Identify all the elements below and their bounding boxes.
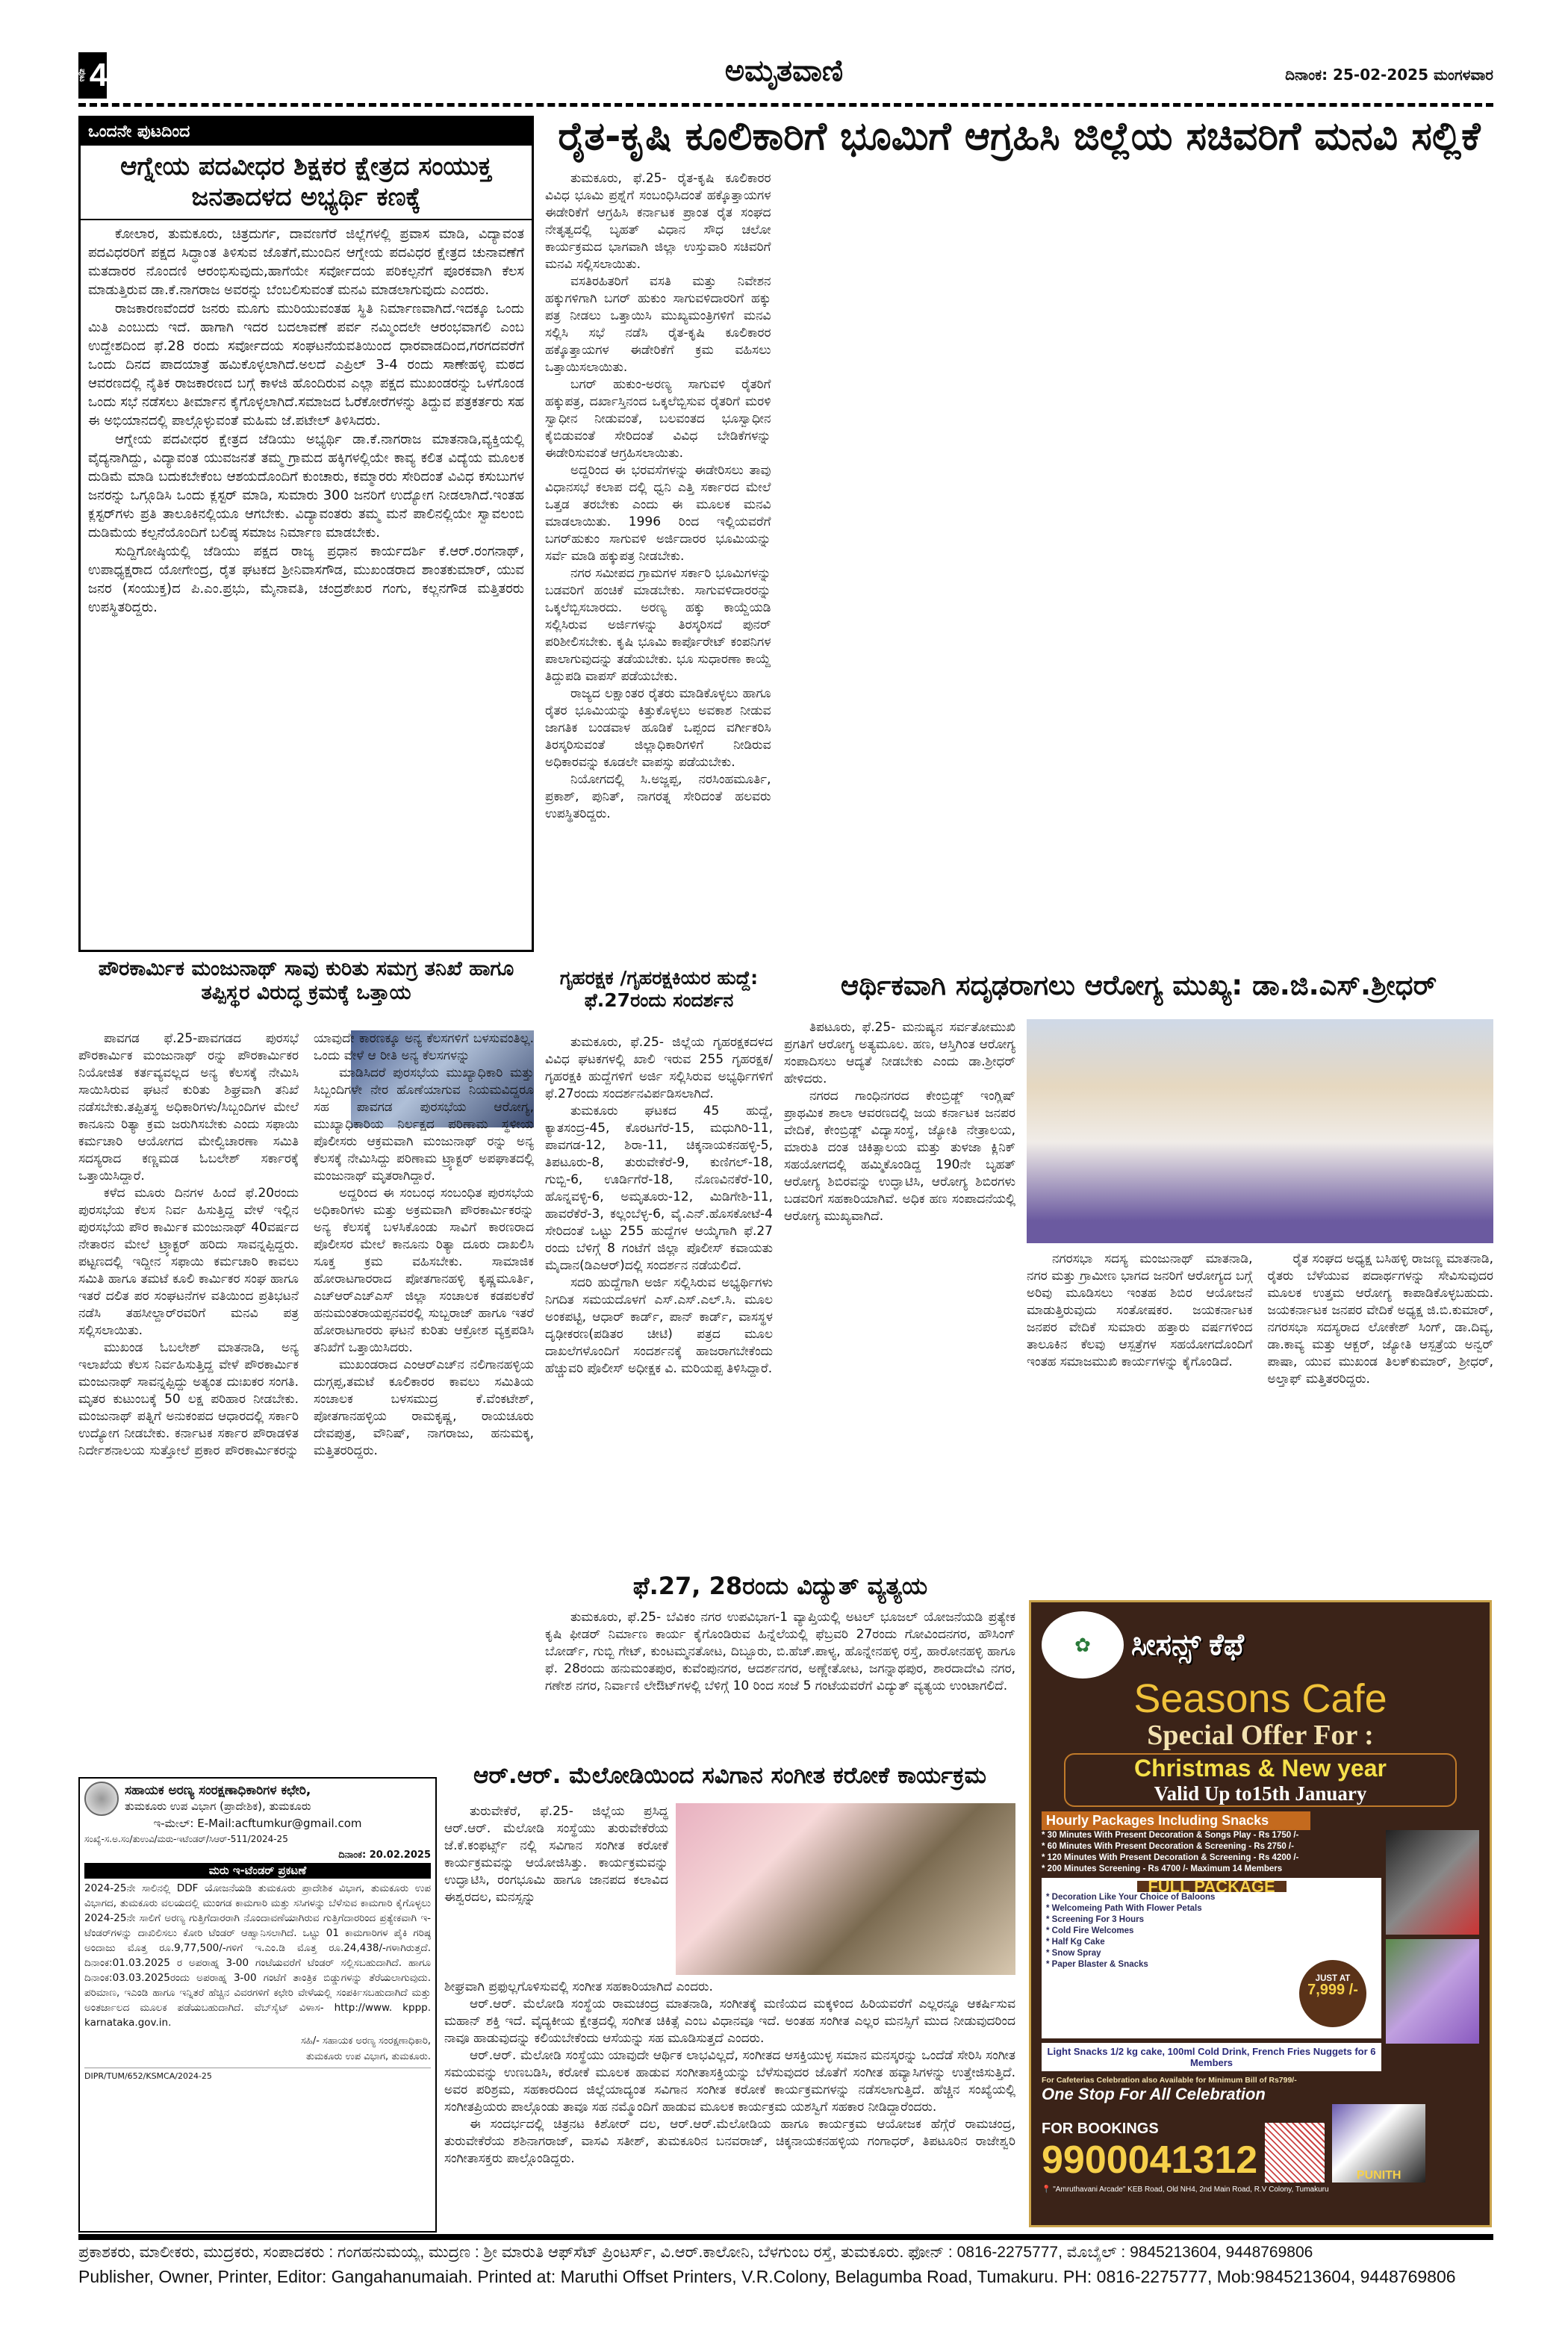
paragraph: ಆಗ್ನೇಯ ಪದವೀಧರ ಕ್ಷೇತ್ರದ ಜೆಡಿಯು ಅಭ್ಯರ್ಥಿ ಡಾ.ಕೆ.ನಾಗರಾಜ ಮಾತನಾಡಿ,ವ್ಯಕ್ತಿಯಲ್ಲಿ ವೈದ್ಯನಾಗಿದ್ದು, ವಿದ್ಯಾವಂತ ಯುವಜನತೆ ತಮ್ಮ ಗ್ರಾಮದ ಹಕ್ಕಿಗಳಲ್ಲಿಯೇ ಕಾವ್ಯ ಕಲಿತ ವಿದ್ಯೆಯ ಮೂಲಕ ದುಡಿಮೆ ಮಾಡಿ ಬದುಕಬೇಕೆಂಬ ಆಶಯದೊಂದಿಗೆ ಕುಂಚಾರು, ಕಮ್ಮಾರರು ಸೇರಿದಂತೆ ವಿವಿಧ ಕಸುಬುಗಳ ಜನರನ್ನು ಒಗ್ಗೂಡಿಸಿ ಒಂದು ಕ್ಲಸ್ಟರ್ ಮಾಡಿ, ಸುಮಾರು 300 ಜನರಿಗೆ ಉದ್ಯೋಗ ನೀಡಲಾಗಿದೆ.ಇಂತಹ ಕ್ಲಸ್ಟರ್‌ಗಳು ಪ್ರತಿ ತಾಲೂಕಿನಲ್ಲಿಯೂ ಆಗಬೇಕು. ವಿದ್ಯಾವಂತರು ತಮ್ಮ ಮನೆ ಪಾಲಿನಲ್ಲಿಯೇ ಸ್ವಾವಲಂಬಿ ದುಡಿಮೆಯ ಕಲ್ಪನೆಯೊಂದಿಗೆ ಬಲಿಷ್ಠ ಸಮಾಜ ನಿರ್ಮಾಣ ಮಾಡಬೇಕು. bbox=[88, 431, 524, 541]
ad-address: "Amruthavani Arcade" KEB Road, Old NH4, 2nd Main Road, R.V Colony, Tumakuru bbox=[1053, 2185, 1329, 2194]
notice-date: ದಿನಾಂಕ: 20.02.2025 bbox=[338, 1849, 431, 1861]
ad-packages-title: Hourly Packages Including Snacks bbox=[1042, 1811, 1310, 1830]
gruharakshaka-headline: ಗೃಹರಕ್ಷಕ /ಗೃಹರಕ್ಷಕಿಯರ ಹುದ್ದೆ: ಫೆ.27ರಂದು ಸಂದರ್ಶನ bbox=[559, 967, 759, 1011]
issue-date: ದಿನಾಂಕ: 25-02-2025 ಮಂಗಳವಾರ bbox=[1285, 66, 1493, 84]
location-pin-icon: 📍 bbox=[1042, 2185, 1051, 2194]
package-item: * 30 Minutes With Present Decoration & Songs Play - Rs 1750 /- bbox=[1042, 1831, 1299, 1840]
paragraph: ಈ ಸಂದರ್ಭದಲ್ಲಿ ಚಿತ್ರನಟ ಕಿಶೋರ್ ದಲ, ಆರ್.ಆರ್.ಮೆಲೋಡಿಯ ಹಾಗೂ ಕಾರ್ಯಕ್ರಮ ಆಯೋಜಕ ಹೆಗ್ಗೆರೆ ರಾಮಚಂದ್ರ, ತುರುವೇಕೆರೆಯ ಶಶಿನಾಗರಾಜ್, ವಾಸವಿ ಸತೀಶ್, ತುಮಕೂರಿನ ಬನವರಾಜ್, ಚಿಕ್ಕನಾಯಕನಹಳ್ಳಿಯ ಗಂಗಾಧರ್, ತಿಪಟೂರಿನ ರಾಜೇಶ್ವರಿ ಸಂಗೀತಾಸಕ್ತರು ಪಾಲ್ಗೊಂಡಿದ್ದರು. bbox=[444, 2117, 1015, 2166]
full-package-item: * Paper Blaster & Snacks bbox=[1046, 1960, 1148, 1969]
imprint-kannada: ಪ್ರಕಾಶಕರು, ಮಾಲೀಕರು, ಮುದ್ರಕರು, ಸಂಪಾದಕರು : ಗಂಗಹನುಮಯ್ಯ, ಮುದ್ರಣ : ಶ್ರೀ ಮಾರುತಿ ಆಫ್‌ಸೆಟ್ ಪ್ರಿಂಟರ್ಸ್, ವಿ.ಆರ್.ಕಾಲೋನಿ, ಬೆಳಗುಂಬ ರಸ್ತೆ, ತುಮಕೂರು. ಫೋನ್ : 0816-2275777, ಮೊಬೈಲ್ : 9845213604, 9448769806 bbox=[78, 2244, 1313, 2261]
power-cut-body bbox=[545, 1609, 1015, 1758]
notice-email: ಇ-ಮೇಲ್: E-Mail:acftumkur@gmail.com bbox=[153, 1817, 362, 1830]
gruharakshaka-body bbox=[545, 1034, 773, 1564]
header-divider bbox=[78, 103, 1493, 107]
price-badge bbox=[1299, 1960, 1366, 2027]
paragraph: ರಾಜ್ಯದ ಲಕ್ಷಾಂತರ ರೈತರು ಮಾಡಿಕೊಳ್ಳಲು ಹಾಗೂ ರೈತರ ಭೂಮಿಯನ್ನು ಕಿತ್ತುಕೊಳ್ಳಲು ಅವಕಾಶ ನೀಡುವ ಜಾಗತಿಕ ಬಂಡವಾಳ ಹೂಡಿಕೆ ಒಪ್ಪಂದ ವರ್ಗೀಕರಿಸಿ ತಿರಸ್ಕರಿಸುವಂತೆ ಜಿಲ್ಲಾಧಿಕಾರಿಗಳಿಗೆ ನೀಡಿರುವ ಅಧಿಕಾರವನ್ನು ಕೂಡಲೇ ವಾಪಸ್ಸು ಪಡೆಯಬೇಕು. bbox=[545, 686, 771, 770]
paragraph: ಬಗರ್ ಹುಕುಂ-ಅರಣ್ಯ ಸಾಗುವಳಿ ರೈತರಿಗೆ ಹಕ್ಕುಪತ್ರ, ದರ್ಖಾಸ್ತಿನಂದ ಒಕ್ಕಲೆಬ್ಬಿಸುವ ರೈತರಿಗೆ ಮರಳಿ ಸ್ವಾಧೀನ ನೀಡುವಂತೆ, ಬಲವಂತದ ಭೂಸ್ವಾಧೀನ ಕೈಬಿಡುವಂತೆ ಸೇರಿದಂತೆ ವಿವಿಧ ಬೇಡಿಕೆಗಳನ್ನು ಈಡೇರಿಸುವಂತೆ ಆಗ್ರಹಿಸಲಾಯಿತು. bbox=[545, 377, 771, 461]
qr-code-icon[interactable] bbox=[1265, 2123, 1325, 2183]
karaoke-lead bbox=[444, 1803, 668, 1976]
full-package-item: * Cold Fire Welcomes bbox=[1046, 1926, 1134, 1935]
balloon-decor-photo bbox=[1386, 1939, 1479, 2044]
paragraph: ಪಾವಗಡ ಫೆ.25-ಪಾವಗಡದ ಪುರಸಭೆ ಪೌರಕಾರ್ಮಿಕ ಮಂಜುನಾಥ್ ರನ್ನು ಪೌರಕಾರ್ಮಿಕರ ನಿಯೋಜಿತ ಕರ್ತವ್ಯವಲ್ಲದ ಅನ್ಯ ಕೆಲಸಕ್ಕೆ ನೇಮಿಸಿ ಸಾಯಿಸಿರುವ ಘಟನೆ ಕುರಿತು ಶಿಘ್ರವಾಗಿ ತನಿಖೆ ನಡೆಸಬೇಕು.ತಪ್ಪಿತಸ್ಥ ಅಧಿಕಾರಿಗಳು/ಸಿಬ್ಬಂದಿಗಳ ಮೇಲೆ ಕಾನೂನು ರಿತ್ಯಾ ಕ್ರಮ ಜರುಗಿಸಬೇಕು ಎಂದು ಸಫಾಯಿ ಕರ್ಮಚಾರಿ ಆಯೋಗದ ಮೇಲ್ವಿಚಾರಣಾ ಸಮಿತಿ ಸದಸ್ಯರಾದ ಕಣ್ಣಮಡ ಓಬಲೇಶ್ ಸರ್ಕಾರಕ್ಕೆ ಒತ್ತಾಯಿಸಿದ್ದಾರೆ. bbox=[78, 1031, 299, 1183]
continued-kicker: ಒಂದನೇ ಪುಟದಿಂದ bbox=[81, 118, 532, 146]
continued-headline: ಆಗ್ನೇಯ ಪದವೀಧರ ಶಿಕ್ಷಕರ ಕ್ಷೇತ್ರದ ಸಂಯುಕ್ತ ಜನತಾದಳದ ಅಭ್ಯರ್ಥಿ ಕಣಕ್ಕೆ bbox=[81, 146, 532, 220]
arch-decor-photo bbox=[1332, 2104, 1425, 2183]
continued-story bbox=[78, 116, 534, 952]
full-package-item: * Half Kg Cake bbox=[1046, 1938, 1105, 1947]
pourakarmika-body bbox=[78, 1030, 534, 1762]
ad-offer: Special Offer For : bbox=[1147, 1720, 1374, 1751]
paragraph: ಕೋಲಾರ, ತುಮಕೂರು, ಚಿತ್ರದುರ್ಗ, ದಾವಣಗೆರೆ ಜಿಲ್ಲೆಗಳಲ್ಲಿ ಪ್ರವಾಸ ಮಾಡಿ, ವಿದ್ಯಾವಂತ ಪದವಿಧರರಿಗೆ ಪಕ್ಷದ ಸಿದ್ಧಾಂತ ತಿಳಿಸುವ ಜೊತೆಗೆ,ಮುಂದಿನ ಆಗ್ನೇಯ ಪದವಿಧರ ಕ್ಷೇತ್ರದ ಚುನಾವಣೆಗೆ ಮತದಾರರ ನೊಂದಣಿ ಆರಂಭಿಸುವುದು,ಹಾಗೆಯೇ ಸರ್ವೋದಯ ಪರಿಕಲ್ಪನೆಗೆ ಪೂರಕವಾಗಿ ಕೆಲಸ ಮಾಡುತ್ತಿರುವ ಡಾ.ಕೆ.ನಾಗರಾಜ ಅವರನ್ನು ಬೆಂಬಲಿಸುವಂತೆ ಮನವಿ ಮಾಡಲಾಗುವುದು ಎಂದರು. bbox=[88, 225, 524, 298]
paragraph: ತಿಪಟೂರು, ಫೆ.25- ಮನುಷ್ಯನ ಸರ್ವತೋಮುಖಿ ಪ್ರಗತಿಗೆ ಆರೋಗ್ಯ ಅತ್ಯಮೂಲ. ಹಣ, ಆಸ್ತಿಗಿಂತ ಆರೋಗ್ಯ ಸಂಪಾದಿಸಲು ಆದ್ಯತೆ ನೀಡಬೇಕು ಎಂದು ಡಾ.ಶ್ರೀಧರ್ ಹೇಳಿದರು. bbox=[784, 1020, 1015, 1086]
paragraph: ಕಳೆದ ಮೂರು ದಿನಗಳ ಹಿಂದೆ ಫೆ.20ರಂದು ಪುರಸಭೆಯ ಕೆಲಸ ನಿರ್ವ ಹಿಸುತ್ತಿದ್ದ ವೇಳೆ ಇಲ್ಲಿನ ಪುರಸಭೆಯ ಪೌರ ಕಾರ್ಮಿಕ ಮಂಜುನಾಥ್ 40ವರ್ಷದ ನೇತಾರನ ಮೇಲೆ ಟ್ರ್ಯಾಕ್ಟರ್ ಹರಿದು ಸಾವನ್ನಪ್ಪಿದ್ದರು. ಪಟ್ಟಣದಲ್ಲಿ ಇದ್ದೀನ ಸಫಾಯಿ ಕರ್ಮಚಾರಿ ಕಾವಲು ಸಮಿತಿ ಹಾಗೂ ತಮಟೆ ಕೂಲಿ ಕಾರ್ಮಿಕರ ಸಂಘ ಹಾಗೂ ಇತರೆ ದಲಿತ ಪರ ಸಂಘಟನೆಗಳ ವತಿಯಿಂದ ಪ್ರತಿಭಟನೆ ನಡೆಸಿ ತಹಸೀಲ್ದಾರ್‌ರವರಿಗೆ ಮನವಿ ಪತ್ರ ಸಲ್ಲಿಸಲಾಯಿತು. bbox=[78, 1186, 299, 1338]
page-number: 4 bbox=[89, 57, 108, 93]
paragraph: ಮುಖಂಡ ಓಬಲೇಶ್ ಮಾತನಾಡಿ, ಅನ್ಯ ಇಲಾಖೆಯ ಕೆಲಸ ನಿರ್ವಹಿಸುತ್ತಿದ್ದ ವೇಳೆ ಪೌರಕಾರ್ಮಿಕ ಮಂಜುನಾಥ್ ಸಾವನ್ನಪ್ಪಿದ್ದು ಅತ್ಯಂತ ದುಃಖಕರ ಸಂಗತಿ. ಮೃತರ ಕುಟುಂಬಕ್ಕೆ 50 ಲಕ್ಷ ಪರಿಹಾರ ನೀಡಬೇಕು. ಮಂಜುನಾಥ್ ಪತ್ನಿಗೆ ಅನುಕಂಪದ ಆಧಾರದಲ್ಲಿ ಸರ್ಕಾರಿ ಉದ್ಯೋಗ ನೀಡಬೇಕು. ಕರ್ನಾಟಕ ಸರ್ಕಾರ ಪೌರಾಡಳಿತ ನಿರ್ದೇಶನಾಲಯ ಸುತ್ತೋಲೆ ಪ್ರಕಾರ ಪೌರಕಾರ್ಮಿಕರನ್ನು ಯಾವುದೇ ಕಾರಣಕ್ಕೂ ಅನ್ಯ ಕೆಲಸಗಳಿಗೆ ಬಳಸುವಂತಿಲ್ಲ. ಒಂದು ವೇಳೆ ಆ ರೀತಿ ಅನ್ಯ ಕೆಲಸಗಳನ್ನು bbox=[78, 1031, 534, 1458]
main-headline: ರೈತ-ಕೃಷಿ ಕೂಲಿಕಾರಿಗೆ ಭೂಮಿಗೆ ಆಗ್ರಹಿಸಿ ಜಿಲ್ಲೆಯ ಸಚಿವರಿಗೆ ಮನವಿ ಸಲ್ಲಿಕೆ bbox=[558, 114, 1481, 159]
government-seal-icon bbox=[84, 1782, 119, 1816]
price-value: 7,999 /- bbox=[1307, 1982, 1358, 1998]
main-story-body bbox=[545, 170, 1493, 962]
health-camp-photo bbox=[1027, 1019, 1493, 1243]
notice-office: ಸಹಾಯಕ ಅರಣ್ಯ ಸಂರಕ್ಷಣಾಧಿಕಾರಿಗಳ ಕಛೇರಿ, bbox=[125, 1783, 311, 1798]
ad-snacks: Light Snacks 1/2 kg cake, 100ml Cold Drink, French Fries Nuggets for 6 Members bbox=[1042, 2043, 1381, 2071]
footer-rule bbox=[78, 2234, 1493, 2240]
karaoke-event-photo bbox=[676, 1803, 1015, 1975]
ad-name-kannada: ಸೀಸನ್ಸ್ ಕೆಫೆ bbox=[1131, 1628, 1244, 1661]
paragraph: ಆರ್.ಆರ್. ಮೆಲೋಡಿ ಸಂಸ್ಥೆಯು ಯಾವುದೇ ಆರ್ಥಿಕ ಲಾಭವಿಲ್ಲದೆ, ಸಂಗೀತದ ಆಸಕ್ತಿಯುಳ್ಳ ಸಮಾನ ಮನಸ್ಕರನ್ನು ಒಂದೆಡೆ ಸೇರಿಸಿ ಸಂಗೀತ ಸಮಯವನ್ನು ಉಣಬಡಿಸಿ, ಕರೋಕೆ ಮೂಲಕ ಹಾಡುವ ಸಂಗೀತಾಸಕ್ತಿಯನ್ನು ಬೆಳೆಸುವುದರ ಜೊತೆಗೆ ಸಂಗೀತ ಹವ್ಯಾಸಿಗಳನ್ನು ಉತ್ತೇಜಿಸುತ್ತಿದೆ. ಅವರ ಪರಿಶ್ರಮ, ಸಹಕಾರದಿಂದ ಜಿಲ್ಲೆಯಾದ್ಯಂತ ಸವಿಗಾನ ಸಂಗೀತ ಕರೋಕೆ ಕಾರ್ಯಕ್ರಮಗಳನ್ನು ನಡೆಸಲಾಗುತ್ತಿದೆ. ಹೆಚ್ಚಿನ ಸಂಖ್ಯೆಯಲ್ಲಿ ಸಂಗೀತಪ್ರಿಯರು ಪಾಲ್ಗೊಂಡು ತಾವೂ ಸಹ ನಮ್ಮೊಂದಿಗೆ ಹಾಡುವ ಮೂಲಕ ಕಾರ್ಯಕ್ರಮ ಯಶಸ್ವಿಗೆ ಸಹಕಾರ ನೀಡಿದ್ದಾರೆಂದರು. bbox=[444, 2048, 1015, 2115]
paragraph: ನಿಯೋಗದಲ್ಲಿ ಸಿ.ಅಜ್ಜಪ್ಪ, ನರಸಿಂಹಮೂರ್ತಿ, ಪ್ರಕಾಶ್, ಪುನಿತ್, ನಾಗರತ್ನ ಸೇರಿದಂತೆ ಹಲವರು ಉಪಸ್ಥಿತರಿದ್ದರು. bbox=[545, 772, 771, 821]
seasons-cafe-ad[interactable] bbox=[1029, 1600, 1492, 2227]
paragraph: ನಗರಸಭಾ ಸದಸ್ಯ ಮಂಜುನಾಥ್ ಮಾತನಾಡಿ, ನಗರ ಮತ್ತು ಗ್ರಾಮೀಣ ಭಾಗದ ಜನರಿಗೆ ಆರೋಗ್ಯದ ಬಗ್ಗೆ ಅರಿವು ಮೂಡಿಸಲು ಇಂತಹ ಶಿಬಿರ ಆಯೋಜನೆ ಮಾಡುತ್ತಿರುವುದು ಸಂತೋಷಕರ. ಜಯಕರ್ನಾಟಕ ಜನಪರ ವೇದಿಕೆ ಸುಮಾರು ಹತ್ತಾರು ವರ್ಷಗಳಿಂದ ತಾಲೂಕಿನ ಕೆಲವು ಆಸ್ಪತ್ರೆಗಳ ಸಹಯೋಗದೊಂದಿಗೆ ಇಂತಹ ಸಮಾಜಮುಖಿ ಕಾರ್ಯಗಳನ್ನು ಕೈಗೊಂಡಿದೆ. bbox=[1027, 1251, 1253, 1369]
health-body-col1 bbox=[784, 1019, 1015, 1564]
photo-label: PUNITH bbox=[1356, 2169, 1401, 2182]
paragraph: ನಗರ ಸಮೀಪದ ಗ್ರಾಮಗಳ ಸರ್ಕಾರಿ ಭೂಮಿಗಳನ್ನು ಬಡವರಿಗೆ ಹಂಚಿಕೆ ಮಾಡಬೇಕು. ಸಾಗುವಳಿದಾರರನ್ನು ಒಕ್ಕಲೆಬ್ಬಿಸಬಾರದು. ಅರಣ್ಯ ಹಕ್ಕು ಕಾಯ್ದೆಯಡಿ ಸಲ್ಲಿಸಿರುವ ಅರ್ಜಿಗಳನ್ನು ತಿರಸ್ಕರಿಸದೆ ಪುನರ್ ಪರಿಶೀಲಿಸಬೇಕು. ಕೃಷಿ ಭೂಮಿ ಕಾರ್ಪೊರೇಟ್ ಕಂಪನಿಗಳ ಪಾಲಾಗುವುದನ್ನು ತಡೆಯಬೇಕು. ಭೂ ಸುಧಾರಣಾ ಕಾಯ್ದೆ ತಿದ್ದುಪಡಿ ವಾಪಸ್ ಪಡೆಯಬೇಕು. bbox=[545, 566, 771, 684]
paragraph: ಸದರಿ ಹುದ್ದೆಗಾಗಿ ಅರ್ಜಿ ಸಲ್ಲಿಸಿರುವ ಅಭ್ಯರ್ಥಿಗಳು ನಿಗದಿತ ಸಮಯದೊಳಗೆ ಎಸ್.ಎಸ್.ಎಲ್.ಸಿ. ಮೂಲ ಅಂಕಪಟ್ಟಿ, ಆಧಾರ್ ಕಾರ್ಡ್, ಪಾನ್ ಕಾರ್ಡ್, ವಾಸಸ್ಥಳ ದೃಢೀಕರಣ(ಪಡಿತರ ಚೀಟಿ) ಪತ್ರದ ಮೂಲ ದಾಖಲೆಗಳೊಂದಿಗೆ ಸಂದರ್ಶನಕ್ಕೆ ಹಾಜರಾಗಬೇಕೆಂದು ಹೆಚ್ಚುವರಿ ಪೊಲೀಸ್ ಅಧೀಕ್ಷಕ ವಿ. ಮರಿಯಪ್ಪ ತಿಳಿಸಿದ್ದಾರೆ. bbox=[545, 1275, 773, 1376]
imprint-english: Publisher, Owner, Printer, Editor: Gangahanumaiah. Printed at: Maruthi Offset Printers, V.R.Colony, Belagumba Road, Tumakuru. PH: 0816-2275777, Mob:9845213604, 9448769806 bbox=[78, 2267, 1456, 2286]
health-headline: ಆರ್ಥಿಕವಾಗಿ ಸದೃಢರಾಗಲು ಆರೋಗ್ಯ ಮುಖ್ಯ: ಡಾ.ಜಿ.ಎಸ್.ಶ್ರೀಧರ್ bbox=[840, 969, 1437, 1001]
page-number-badge bbox=[78, 52, 107, 99]
ad-validity: Valid Up to15th January bbox=[1154, 1782, 1367, 1805]
page-label: ಪುಟ bbox=[77, 69, 88, 82]
pourakarmika-headline: ಪೌರಕಾರ್ಮಿಕ ಮಂಜುನಾಥ್ ಸಾವು ಕುರಿತು ಸಮಗ್ರ ತನಿಖೆ ಹಾಗೂ ತಪ್ಪಿಸ್ಥರ ವಿರುದ್ಧ ಕ್ರಮಕ್ಕೆ ಒತ್ತಾಯ bbox=[98, 957, 514, 1005]
notice-dipr-code: DIPR/TUM/652/KSMCA/2024-25 bbox=[84, 2068, 431, 2084]
cafe-logo-tree-icon: ✿ bbox=[1042, 1611, 1124, 1679]
paragraph: ಸುದ್ದಿಗೋಷ್ಠಿಯಲ್ಲಿ ಜೆಡಿಯು ಪಕ್ಷದ ರಾಜ್ಯ ಪ್ರಧಾನ ಕಾರ್ಯದರ್ಶಿ ಕೆ.ಆರ್.ರಂಗನಾಥ್, ಉಪಾಧ್ಯಕ್ಷರಾದ ಯೋಗೇಂದ್ರ, ರೈತ ಘಟಕದ ಶ್ರೀನಿವಾಸಗೌಡ, ಮುಖಂಡರಾದ ಶಾಂತಕುಮಾರ್, ಯುವ ಜನರ (ಸಂಯುಕ್ತ)ದ ಪಿ.ಎಂ.ಪ್ರಭು, ಮೈನಾವತಿ, ಚಂದ್ರಶೇಖರ ಗಂಗು, ಕಲ್ಲನಗೌಡ ಮತ್ತಿತರರು ಉಪಸ್ಥಿತರಿದ್ದರು. bbox=[88, 543, 524, 615]
package-item: * 200 Minutes Screening - Rs 4700 /- Maximum 14 Members bbox=[1042, 1864, 1283, 1873]
paragraph: ತುಮಕೂರು, ಫೆ.25- ರೈತ-ಕೃಷಿ ಕೂಲಿಕಾರರ ವಿವಿಧ ಭೂಮಿ ಪ್ರಶ್ನೆಗೆ ಸಂಬಂಧಿಸಿದಂತೆ ಹಕ್ಕೊತ್ತಾಯಗಳ ಈಡೇರಿಕೆಗೆ ಆಗ್ರಹಿಸಿ ಕರ್ನಾಟಕ ಪ್ರಾಂತ ರೈತ ಸಂಘದ ನೇತೃತ್ವದಲ್ಲಿ ಬೃಹತ್ ವಿಧಾನ ಸೌಧ ಚಲೋ ಕಾರ್ಯಕ್ರಮದ ಭಾಗವಾಗಿ ಜಿಲ್ಲಾ ಉಸ್ತುವಾರಿ ಸಚಿವರಿಗೆ ಮನವಿ ಸಲ್ಲಿಸಲಾಯಿತು. bbox=[545, 171, 771, 272]
paragraph: ನಗರದ ಗಾಂಧಿನಗರದ ಕೇಂಬ್ರಿಡ್ಜ್ ಇಂಗ್ಲಿಷ್ ಪ್ರಾಥಮಿಕ ಶಾಲಾ ಆವರಣದಲ್ಲಿ ಜಯ ಕರ್ನಾಟಕ ಜನಪರ ವೇದಿಕೆ, ಕೇಂಬ್ರಿಡ್ಜ್ ವಿದ್ಯಾಸಂಸ್ಥೆ, ಜ್ಯೋತಿ ನೇತ್ರಾಲಯ, ಮಾರುತಿ ದಂತ ಚಿಕಿತ್ಸಾಲಯ ಮತ್ತು ತುಳಜಾ ಕ್ಲಿನಿಕ್ ಸಹಯೋಗದಲ್ಲಿ ಹಮ್ಮಿಕೊಂಡಿದ್ದ 190ನೇ ಬೃಹತ್ ಆರೋಗ್ಯ ಶಿಬಿರವನ್ನು ಉದ್ಘಾಟಿಸಿ, ಆರೋಗ್ಯ ಶಿಬಿರಗಳು ಬಡವರಿಗೆ ಸಹಕಾರಿಯಾಗಿವೆ. ಅಧಿಕ ಹಣ ಸಂಪಾದನೆಯಲ್ಲಿ ಆರೋಗ್ಯ ಮುಖ್ಯವಾಗಿದೆ. bbox=[784, 1089, 1015, 1224]
full-package-item: * Snow Spray bbox=[1046, 1949, 1101, 1958]
paragraph: ಅದ್ದರಿಂದ ಈ ಸಂಬಂಧ ಸಂಬಂಧಿತ ಪುರಸಭೆಯ ಅಧಿಕಾರಿಗಳು ಮತ್ತು ಅಕ್ರಮವಾಗಿ ಪೌರಕಾರ್ಮಿಕರನ್ನು ಅನ್ಯ ಕೆಲಸಕ್ಕೆ ಬಳಸಿಕೊಂಡು ಸಾವಿಗೆ ಕಾರಣರಾದ ಪೊಲೀಸರ ಮೇಲೆ ಕಾನೂನು ರಿತ್ಯಾ ದೂರು ದಾಖಲಿಸಿ ಸೂಕ್ತ ಕ್ರಮ ವಹಿಸಬೇಕು. ಸಾಮಾಜಿಕ ಹೋರಾಟಗಾರರಾದ ಪೋತಗಾನಹಳ್ಳಿ ಕೃಷ್ಣಮೂರ್ತಿ, ಎಚ್‌ಆರ್‌ಎಚ್‌ಎಸ್ ಜಿಲ್ಲಾ ಸಂಚಾಲಕ ಕಡಪಲಕೆರೆ ಹನುಮಂತರಾಯಪ್ಪನವರಲ್ಲಿ ಸುಬ್ಬರಾಜ್ ಹಾಗೂ ಇತರೆ ಹೋರಾಟಗಾರರು ಘಟನೆ ಕುರಿತು ಆಕ್ರೋಶ ವ್ಯಕ್ತಪಡಿಸಿ ತನಿಖೆಗೆ ಒತ್ತಾಯಿಸಿದರು. bbox=[314, 1186, 534, 1355]
price-label: JUST AT bbox=[1315, 1974, 1351, 1983]
paragraph: ಅದ್ದರಿಂದ ಈ ಭರವಸೆಗಳನ್ನು ಈಡೇರಿಸಲು ತಾವು ವಿಧಾನಸಭೆ ಕಲಾಪ ದಲ್ಲಿ ಧ್ವನಿ ಎತ್ತಿ ಸರ್ಕಾರದ ಮೇಲೆ ಒತ್ತಡ ತರಬೇಕು ಎಂದು ಈ ಮೂಲಕ ಮನವಿ ಮಾಡಲಾಯಿತು. 1996 ರಿಂದ ಇಲ್ಲಿಯವರೆಗೆ ಬಗರ್‌ಹುಕುಂ ಸಾಗುವಳಿ ಅರ್ಜಿದಾರರ ಭೂಮಿಯನ್ನು ಸರ್ವೆ ಮಾಡಿ ಹಕ್ಕುಪತ್ರ ನೀಡಬೇಕು. bbox=[545, 463, 771, 564]
tender-notice bbox=[78, 1777, 437, 2233]
karaoke-body bbox=[444, 1979, 1015, 2231]
paragraph: ಶೀಘ್ರವಾಗಿ ಪ್ರಫುಲ್ಲಗೊಳಿಸುವಲ್ಲಿ ಸಂಗೀತ ಸಹಕಾರಿಯಾಗಿದೆ ಎಂದರು. bbox=[444, 1979, 713, 1994]
notice-signature-place: ತುಮಕೂರು ಉಪ ವಿಭಾಗ, ತುಮಕೂರು. bbox=[305, 2051, 431, 2062]
ad-occasion: Christmas & New year bbox=[1134, 1755, 1387, 1782]
masthead: ಅಮೃತವಾಣಿ bbox=[724, 54, 844, 88]
notice-signature: ಸಹಿ/- ಸಹಾಯಕ ಅರಣ್ಯ ಸಂರಕ್ಷಣಾಧಿಕಾರಿ, bbox=[301, 2035, 431, 2047]
karaoke-headline: ಆರ್.ಆರ್. ಮೆಲೋಡಿಯಿಂದ ಸವಿಗಾನ ಸಂಗೀತ ಕರೋಕೆ ಕಾರ್ಯಕ್ರಮ bbox=[473, 1762, 986, 1789]
paragraph: ಮಾಡಿಸಿದರೆ ಪುರಸಭೆಯ ಮುಖ್ಯಾಧಿಕಾರಿ ಮತ್ತು ಸಿಬ್ಬಂದಿಗಳೇ ನೇರ ಹೊಣೆಯಾಗುವ ನಿಯಮವಿದ್ದರೂ ಸಹ ಪಾವಗಡ ಪುರಸಭೆಯ ಆರೋಗ್ಯ, ಮುಖ್ಯಾಧಿಕಾರಿಯ ನಿರ್ಲಕ್ಷದ ಪರಿಣಾಮ ಸ್ಥಳೀಯ ಪೊಲೀಸರು ಆಕ್ರಮವಾಗಿ ಮಂಜುನಾಥ್ ರನ್ನು ಅನ್ಯ ಕೆಲಸಕ್ಕೆ ನೇಮಿಸಿದ್ದು ಪರಿಣಾಮ ಟ್ರ್ಯಾಕ್ಟರ್ ಅಪಘಾತದಲ್ಲಿ ಮಂಜುನಾಥ್ ಮೃತರಾಗಿದ್ದಾರೆ. bbox=[314, 1065, 534, 1183]
booking-phone[interactable]: 9900041312 bbox=[1042, 2138, 1258, 2182]
paragraph: ರೈತ ಸಂಘದ ಅಧ್ಯಕ್ಷ ಬಸಿಹಳ್ಳಿ ರಾಜಣ್ಣ ಮಾತನಾಡಿ, ರೈತರು ಬೆಳೆಯುವ ಪದಾರ್ಥಗಳನ್ನು ಸೇವಿಸುವುದರ ಮೂಲಕ ಉತ್ತಮ ಆರೋಗ್ಯ ಕಾಪಾಡಿಕೊಳ್ಳಬಹುದು. ಜಯಕರ್ನಾಟಕ ಜನಪರ ವೇದಿಕೆ ಅಧ್ಯಕ್ಷ ಜಿ.ಬಿ.ಕುಮಾರ್, ನಗರಸಭಾ ಸದಸ್ಯರಾದ ಲೋಕೇಶ್ ಸಿಂಗ್, ಡಾ.ದಿವ್ಯ, ಡಾ.ಕಾವ್ಯ ಮತ್ತು ಆಕ್ಬರ್, ಜ್ಯೋತಿ ಆಸ್ಪತ್ರೆಯ ಅನ್ವರ್ ಪಾಷಾ, ಯುವ ಮುಖಂಡ ತಿಲಕ್‌ಕುಮಾರ್, ಶ್ರೀಧರ್, ಅಲ್ತಾಫ್ ಮತ್ತಿತರರಿದ್ದರು. bbox=[1267, 1251, 1493, 1387]
paragraph: ತುಮಕೂರು ಘಟಕದ 45 ಹುದ್ದೆ, ಕ್ಯಾತಸಂದ್ರ-45, ಕೊರಟಗೆರೆ-15, ಮಧುಗಿರಿ-11, ಪಾವಗಡ-12, ಶಿರಾ-11, ಚಿಕ್ಕನಾಯಕನಹಳ್ಳಿ-5, ತಿಪಟೂರು-8, ತುರುವೇಕೆರೆ-9, ಕುಣಿಗಲ್-18, ಗುಬ್ಬಿ-6, ಊರ್ಡಿಗೆರೆ-18, ನೊಣವಿನಕೆರೆ-10, ಹೊನ್ನವಳ್ಳಿ-6, ಅಮೃತೂರು-12, ಮಿಡಿಗೇಶಿ-11, ಹಾವರೆಕೆರೆ-3, ಕಲ್ಲಂಬೆಳ್ಳ-6, ವೈ.ಎನ್.ಹೊಸಕೋಟೆ-4 ಸೇರಿದಂತೆ ಒಟ್ಟು 255 ಹುದ್ದೆಗಳ ಆಯ್ಕೆಗಾಗಿ ಫೆ.27 ರಂದು ಬೆಳಿಗ್ಗೆ 8 ಗಂಟೆಗೆ ಜಿಲ್ಲಾ ಪೊಲೀಸ್ ಕವಾಯತು ಮೈದಾನ(ಡಿಎಆರ್)ದಲ್ಲಿ ಸಂದರ್ಶನ ನಡೆಯಲಿದೆ. bbox=[545, 1104, 773, 1273]
package-item: * 60 Minutes With Present Decoration & Screening - Rs 2750 /- bbox=[1042, 1842, 1294, 1851]
ad-tagline: One Stop For All Celebration bbox=[1042, 2085, 1266, 2103]
full-package-item: * Screening For 3 Hours bbox=[1046, 1915, 1145, 1924]
paragraph: ಆರ್.ಆರ್. ಮೆಲೋಡಿ ಸಂಸ್ಥೆಯ ರಾಮಚಂದ್ರ ಮಾತನಾಡಿ, ಸಂಗೀತಕ್ಕೆ ಮಣಿಯದ ಮಕ್ಕಳಿಂದ ಹಿರಿಯವರೆಗೆ ಎಲ್ಲರನ್ನೂ ಆಕರ್ಷಿಸುವ ಮಹಾನ್ ಶಕ್ತಿ ಇದೆ. ವೈದ್ಯಕೀಯ ಕ್ಷೇತ್ರದಲ್ಲಿ ಸಂಗೀತ ಚಿಕಿತ್ಸೆ ಎಂಬ ವಿಧಾನವೂ ಇದೆ. ಅಂತಹ ಸಂಗೀತ ಎಲ್ಲರ ಮನಸ್ಸಿಗೆ ಮುದ ನೀಡುವುದರಿಂದ ನಾವೂ ಹಾಡುವುದನ್ನು ಕಲಿಯಬೇಕೆಂದು ಆಸೆಯನ್ನು ಸಹ ಮೂಡಿಸುತ್ತದೆ ಎಂದರು. bbox=[444, 1997, 1015, 2046]
paragraph: ತುರುವೇಕೆರೆ, ಫೆ.25- ಜಿಲ್ಲೆಯ ಪ್ರಸಿದ್ಧ ಆರ್.ಆರ್. ಮೆಲೋಡಿ ಸಂಸ್ಥೆಯು ತುರುವೇಕೆರೆಯ ಜೆ.ಕೆ.ಕಂಫರ್ಟ್ಸ್ ನಲ್ಲಿ ಸವಿಗಾನ ಸಂಗೀತ ಕರೋಕೆ ಕಾರ್ಯಕ್ರಮವನ್ನು ಆಯೋಜಿಸಿತ್ತು. ಕಾರ್ಯಕ್ರಮವನ್ನು ಉದ್ಘಾಟಿಸಿ, ರಂಗಭೂಮಿ ಹಾಗೂ ಜಾನಪದ ಕಲಾವಿದ ಈಶ್ವರದಲ, ಮನಸ್ಸನ್ನು bbox=[444, 1804, 668, 1905]
power-cut-headline: ಫೆ.27, 28ರಂದು ವಿದ್ಯುತ್ ವ್ಯತ್ಯಯ bbox=[632, 1572, 928, 1600]
package-item: * 120 Minutes With Present Decoration & Screening - Rs 4200 /- bbox=[1042, 1853, 1299, 1862]
notice-ref: ಸಂಖ್ಯೆ-ಸ.ಅ.ಸಂ/ತುಉವಿ/ಮರು-ಇಟೆಂಡರ್/ಸಿಆರ್-511/2024-25 bbox=[84, 1834, 288, 1844]
paragraph: ರಾಜಕಾರಣವೆಂದರೆ ಜನರು ಮೂಗು ಮುರಿಯುವಂತಹ ಸ್ಥಿತಿ ನಿರ್ಮಾಣವಾಗಿದೆ.ಇದಕ್ಕೂ ಒಂದು ಮಿತಿ ಎಂಬುದು ಇದೆ. ಹಾಗಾಗಿ ಇದರ ಬದಲಾವಣೆ ಪರ್ವ ನಮ್ಮಿಂದಲೇ ಆರಂಭವಾಗಲಿ ಎಂಬ ಉದ್ದೇಶದಿಂದ ಫೆ.28 ರಂದು ಸರ್ವೋದಯ ಸಂಘಟನೆಯವತಿಯಿಂದ ಧಾರವಾಡದಿಂದ,ಗರಗದವರೆಗೆ ಒಂದು ದಿನದ ಪಾದಯಾತ್ರೆ ಹಮಿಕೊಳ್ಳಲಾಗಿದೆ.ಅಲದೆ ಎಪ್ರಿಲ್ 3-4 ರಂದು ಸಾಣೇಹಳ್ಳಿ ಮಠದ ಆವರಣದಲ್ಲಿ ನೈತಿಕ ರಾಜಕಾರಣದ ಬಗ್ಗೆ ಕಾಳಜಿ ಹೊಂದಿರುವ ಎಲ್ಲಾ ಪಕ್ಷದ ಮುಖಂಡರನ್ನು ಒಳಗೊಂಡ ಒಂದು ಸಭೆ ನಡೆಸಲು ತೀರ್ಮಾನ ಕೈಗೊಳ್ಳಲಾಗಿದೆ.ಸಮಾಜದ ಓರೆಕೋರೆಗಳನ್ನು ತಿದ್ದುವ ಪತ್ರಕರ್ತರು ಸಹ ಈ ಅಭಿಯಾನದಲ್ಲಿ ಪಾಲ್ಗೊಳ್ಳುವಂತೆ ಮಹಿಮ ಜೆ.ಪಟೇಲ್ ತಿಳಿಸಿದರು. bbox=[88, 300, 524, 429]
continued-body bbox=[81, 220, 532, 937]
paragraph: ತುಮಕೂರು, ಫೆ.25- ಜಿಲ್ಲೆಯ ಗೃಹರಕ್ಷಕದಳದ ವಿವಿಧ ಘಟಕಗಳಲ್ಲಿ ಖಾಲಿ ಇರುವ 255 ಗೃಹರಕ್ಷಕ/ಗೃಹರಕ್ಷಕಿ ಹುದ್ದೆಗಳಿಗೆ ಅರ್ಜಿ ಸಲ್ಲಿಸಿರುವ ಅಭ್ಯರ್ಥಿಗಳಿಗೆ ಫೆ.27ರಂದು ಸಂದರ್ಶನವಿರ್ಪಡಿಸಲಾಗಿದೆ. bbox=[545, 1035, 773, 1101]
ad-name-english: Seasons Cafe bbox=[1133, 1676, 1387, 1721]
notice-body: 2024-25ನೇ ಸಾಲಿನಲ್ಲಿ DDF ಯೋಜನೆಯಡಿ ತುಮಕೂರು ಪ್ರಾದೇಶಿಕ ವಿಭಾಗ, ತುಮಕೂರು ಉಪ ವಿಭಾಗದ, ತುಮಕೂರು ವಲಯದಲ್ಲಿ ಮುಂಗಡ ಕಾಮಗಾರಿ ಮತ್ತು ಸಸಿಗಳನ್ನು ಬೆಳೆಸುವ ಕಾಮಗಾರಿ ಕೈಗೊಳ್ಳಲು 2024-25ನೇ ಸಾಲಿಗೆ ಅರಣ್ಯ ಗುತ್ತಿಗೆದಾರರಾಗಿ ನೊಂದಾವಣೆಯಾಗಿರುವ ಗುತ್ತಿಗೆದಾರರಿಂದ ಪ್ರತ್ಯೇಕವಾಗಿ ಇ-ಟೆಂಡರ್‌ಗಳನ್ನು ದಾಖಿಲಿಸಲು ಕೋರಿ ಟೆಂಡರ್ ಆಹ್ವಾನಿಸಲಾಗಿದೆ. ಒಟ್ಟು 01 ಕಾಮಗಾರಿಗಳ ಪೈಕಿ ಗರಿಷ್ಠ ಅಂದಾಜು ಮೊತ್ತ ರೂ.9,77,500/-ಗಳಿಗೆ ಇ.ಎಂ.ಡಿ ಮೊತ್ತ ರೂ.24,438/-ಗಳಾಗಿರುತ್ತದೆ. ದಿನಾಂಕ:01.03.2025 ರ ಅಪರಾಹ್ನ 3-00 ಗಂಟೆಯವರೆಗೆ ಟೆಂಡರ್ ಸಲ್ಲಿಸಬಹುದಾಗಿದೆ. ಹಾಗೂ ದಿನಾಂಕ:03.03.2025ರಂದು ಅಪರಾಹ್ನ 3-00 ಗಂಟೆಗೆ ತಾಂತ್ರಿಕ ಬಿಡ್ಡುಗಳನ್ನು ತೆರೆಯಲಾಗುವುದು. ಪರಿಮಾಣ, ಇಎಂಡಿ ಹಾಗೂ ಇನ್ನಿತರೆ ಹೆಚ್ಚಿನ ವಿವರಗಳಿಗೆ ಕಛೇರಿ ವೇಳೆಯಲ್ಲಿ ಸಂಪರ್ಕಿಸಬಹುದಾಗಿದೆ ಮತ್ತು ಅಂತರ್ಜಾಲದ ಮೂಲಕ ಪಡೆಯಬಹುದಾಗಿದೆ. ವೆಬ್‌ಸೈಟ್ ವಿಳಾಸ- http://www. kppp. karnataka.gov.in. bbox=[84, 1882, 431, 2029]
notice-title: ಮರು ಇ-ಟೆಂಡರ್ ಪ್ರಕಟಣೆ bbox=[84, 1863, 431, 1879]
cafe-interior-photo bbox=[1386, 1830, 1479, 1935]
ad-cafeteria: For Cafeterias Celebration also Available for Minimum Bill of Rs799/- bbox=[1042, 2076, 1297, 2085]
bookings-label: FOR BOOKINGS bbox=[1042, 2121, 1159, 2137]
full-package-title: FULL PACKAGE bbox=[1137, 1881, 1287, 1892]
full-package-item: * Welcomeing Path With Flower Petals bbox=[1046, 1904, 1202, 1913]
full-package-item: * Decoration Like Your Choice of Baloons bbox=[1046, 1893, 1216, 1902]
paragraph: ವಸತಿರಹಿತರಿಗೆ ವಸತಿ ಮತ್ತು ನಿವೇಶನ ಹಕ್ಕುಗಳಿಗಾಗಿ ಬಗರ್ ಹುಕುಂ ಸಾಗುವಳಿದಾರರಿಗೆ ಹಕ್ಕು ಪತ್ರ ನೀಡಲು ಒತ್ತಾಯಿಸಿ ಮುಖ್ಯಮಂತ್ರಿಗಳಿಗೆ ಮನವಿ ಸಲ್ಲಿಸಿ ಸಭೆ ನಡೆಸಿ ರೈತ-ಕೃಷಿ ಕೂಲಿಕಾರರ ಹಕ್ಕೊತ್ತಾಯಗಳ ಈಡೇರಿಕೆಗೆ ಕ್ರಮ ವಹಿಸಲು ಒತ್ತಾಯಿಸಲಾಯಿತು. bbox=[545, 274, 771, 375]
health-body-cols bbox=[1027, 1251, 1493, 1583]
paragraph: ಮುಖಂಡರಾದ ಎಂಆರ್‌ಎಚ್‌ನ ನಲಿಗಾನಹಳ್ಳಿಯ ದುಗ್ಗಪ್ಪ,ತಮಟೆ ಕೂಲಿಕಾರರ ಕಾವಲು ಸಮಿತಿಯ ಸಂಚಾಲಕ ಬಳಸಮುದ್ರ ಕೆ.ವೆಂಕಟೇಶ್, ಪೋತಗಾನಹಳ್ಳಿಯ ರಾಮಕೃಷ್ಣ, ರಾಯಚೂರು ದೇವಪುತ್ರ, ವೌನಿಷ್, ನಾಗರಾಜು, ಹನುಮಕ್ಕ, ಮತ್ತಿತರರಿದ್ದರು. bbox=[314, 1357, 534, 1458]
notice-division: ತುಮಕೂರು ಉಪ ವಿಭಾಗ (ಪ್ರಾದೇಶಿಕ), ತುಮಕೂರು bbox=[125, 1799, 311, 1813]
paragraph: ತುಮಕೂರು, ಫೆ.25- ಬೆವಿಕಂ ನಗರ ಉಪವಿಭಾಗ-1 ವ್ಯಾಪ್ತಿಯಲ್ಲಿ ಅಟಲ್ ಭೂಜಲ್ ಯೋಜನೆಯಡಿ ಪ್ರತ್ಯೇಕ ಕೃಷಿ ಫೀಡರ್ ನಿರ್ಮಾಣ ಕಾರ್ಯ ಕೈಗೊಂಡಿರುವ ಹಿನ್ನೆಲೆಯಲ್ಲಿ ಫೆಬ್ರವರಿ 27ರಂದು ಗೋವಿಂದನಗರ, ಹೌಸಿಂಗ್ ಬೋರ್ಡ್, ಗುಬ್ಬಿ ಗೇಟ್, ಕುಂಟಮ್ಮನತೋಟ, ದಿಬ್ಬೂರು, ಬಿ.ಹೆಚ್.ಪಾಳ್ಯ, ಹೊನ್ನೇನಹಳ್ಳಿ ರಸ್ತೆ, ಹಾರೋನಹಳ್ಳಿ ಹಾಗೂ ಫೆ. 28ರಂದು ಹನುಮಂತಪುರ, ಕುವೆಂಪುನಗರ, ಆದರ್ಶನಗರ, ಅಣ್ಣೇತೋಟ, ಜಗನ್ನಾಥಪುರ, ಶಾರದಾದೇವಿ ನಗರ, ಗಣೇಶ ನಗರ, ನಿರ್ವಾಣಿ ಲೇಔಟ್‌ಗಳಲ್ಲಿ ಬೆಳಿಗ್ಗೆ 10 ರಿಂದ ಸಂಜೆ 5 ಗಂಟೆಯವರೆಗೆ ವಿದ್ಯುತ್ ವ್ಯತ್ಯಯ ಉಂಟಾಗಲಿದೆ. bbox=[545, 1610, 1015, 1693]
